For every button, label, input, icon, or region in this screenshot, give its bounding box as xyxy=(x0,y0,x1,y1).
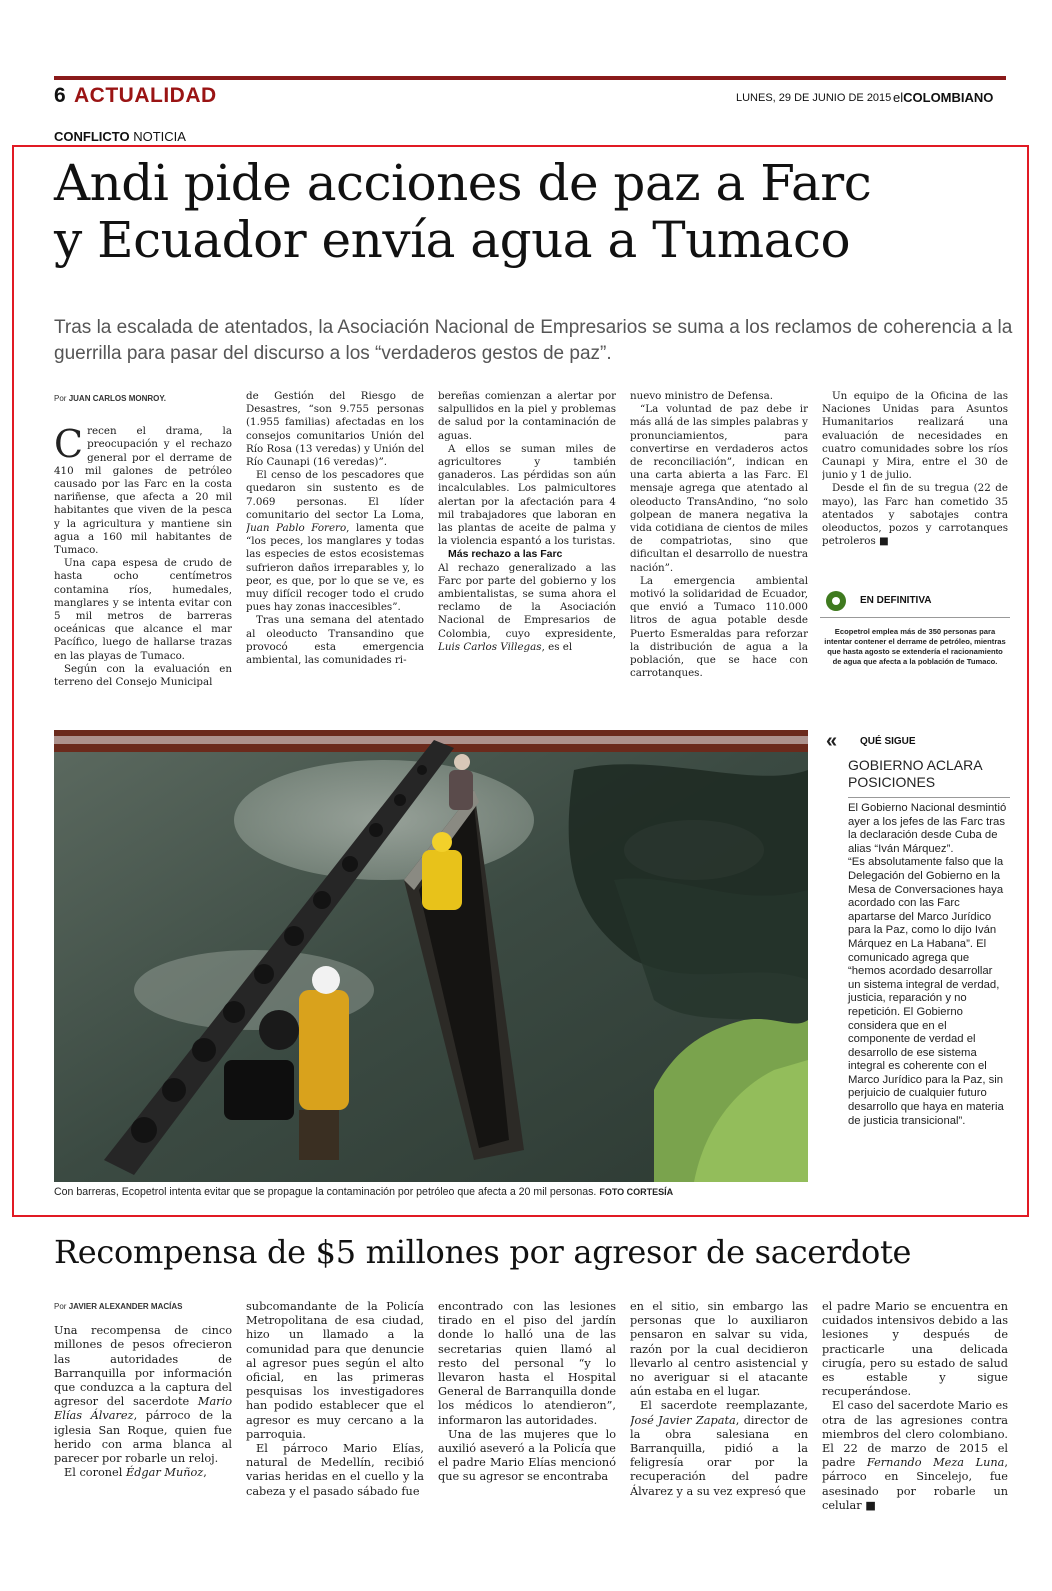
section-name: ACTUALIDAD xyxy=(74,84,217,107)
paragraph: El caso del sacerdote Mario es otra de las agresiones contra miembros del clero colombiano. El 22 de marzo de 2015 el padre Fernando Meza Luna, párroco en Sincelejo, fue asesinado por robarle un celular ■ xyxy=(822,1399,1008,1512)
paragraph: A ellos se suman miles de agricultores y también ganaderos. Las pérdidas son aún incalculables. Los palmicultores alertan por la afectación para 4 mil trabajadores que laboran en las plantas de aceite de palma y la violencia espantó a los turistas. xyxy=(438,442,616,548)
drop-cap: C xyxy=(54,422,84,467)
paragraph: El censo de los pescadores que quedaron sin sustento es de 7.069 personas. El líder comunitario del sector La Loma, Juan Pablo Forero, lamenta que “los peces, los manglares y todas las especies de estos ecosistemas sufrieron daños irreparables y, lo peor, es que, por lo que se ve, es muy difícil recoger todo el crudo pues hay zonas inaccesibles”. xyxy=(246,469,424,614)
paragraph: el padre Mario se encuentra en cuidados intensivos debido a las lesiones y después de practicarle una delicada cirugía, pero su estado de salud es estable y sigue recuperándose. xyxy=(822,1300,1008,1399)
article2-column-4 xyxy=(630,1300,808,1540)
photo-credit: FOTO CORTESÍA xyxy=(599,1187,674,1197)
divider xyxy=(820,617,1010,618)
brand-prefix: el xyxy=(893,90,904,105)
masthead-rule xyxy=(54,76,1006,80)
article1-column-5 xyxy=(822,390,1008,580)
page-number: 6 xyxy=(54,84,66,107)
brand-name: COLOMBIANO xyxy=(903,90,994,105)
sidebar-definitiva-text: Ecopetrol emplea más de 350 personas para intentar contener el derrame de petróleo, mientras que hasta agosto se extendería el racionamiento de agua que afecta a la población de Tumaco. xyxy=(824,627,1006,666)
paragraph: de Gestión del Riesgo de Desastres, “son 9.755 personas (1.955 familias) afectadas en los consejos comunitarios Unión del Río Rosa (13 veredas) y Unión del Río Caunapi (16 veredas)”. xyxy=(246,390,424,469)
paragraph: El sacerdote reemplazante, José Javier Zapata, director de la obra salesiana en Barranquilla, pidió a la feligresía orar por la recuperación del padre Álvarez y a su vez expresó que xyxy=(630,1399,808,1498)
article2-column-1 xyxy=(54,1300,232,1540)
photo-caption: Con barreras, Ecopetrol intenta evitar que se propague la contaminación por petróleo que afecta a 20 mil personas. FOTO CORTESÍA xyxy=(54,1186,674,1198)
paragraph: “Es absolutamente falso que la Delegación del Gobierno en la Mesa de Conversaciones haya acordado con las Farc apartarse del Marco Jurídico para la Paz, como lo dijo Iván Márquez en La Habana”. El comunicado agrega que “hemos acordado desarrollar un sistema integral de verdad, justicia, reparación y no repetición. El Gobierno considera que en el componente de verdad el desarrollo de ese sistema integral es coherente con el Marco Jurídico para la Paz, sin perjuicio de cualquier futuro desarrollo que haya en materia de justicia transicional”. xyxy=(848,856,1004,1127)
article-deck: Tras la escalada de atentados, la Asociación Nacional de Empresarios se suma a los reclamos de coherencia a la guerrilla para pasar del discurso a los “verdaderos gestos de paz”. xyxy=(54,317,1013,364)
paragraph: Desde el fin de su tregua (22 de mayo), las Farc han cometido 35 atentados y sabotajes contra oleoductos, pozos y carrotanques petroleros ■ xyxy=(822,482,1008,548)
article1-byline: Por JUAN CARLOS MONROY. xyxy=(54,394,167,403)
article2-column-5 xyxy=(822,1300,1008,1540)
paragraph: El coronel Édgar Muñoz, xyxy=(64,1466,207,1480)
paragraph: Tras una semana del atentado al oleoducto Transandino que provocó esta emergencia ambiental, las comunidades ri- xyxy=(246,614,424,667)
paragraph: en el sitio, sin embargo las personas que lo auxiliaron pensaron en salvar su vida, razón por la cual decidieron llevarlo al centro asistencial y no averiguar si el atacante aún estaba en el lugar. xyxy=(630,1300,808,1399)
sidebar-definitiva-title: EN DEFINITIVA xyxy=(860,595,932,606)
author-name: JAVIER ALEXANDER MACÍAS xyxy=(68,1302,183,1311)
paragraph: Una recompensa de cinco millones de pesos ofrecieron las autoridades de Barranquilla por información que conduzca a la captura del agresor del sacerdote Mario Elías Álvarez, párroco de la iglesia San Roque, quien fue herido con arma blanca al parecer por robarle un reloj. xyxy=(54,1324,232,1466)
article2-column-2 xyxy=(246,1300,424,1540)
main-headline xyxy=(54,155,1014,269)
double-chevron-left-icon: « xyxy=(826,730,838,752)
article1-column-4 xyxy=(630,390,808,708)
article-photo xyxy=(54,730,808,1182)
headline-line-1: Andi pide acciones de paz a Farc xyxy=(54,154,872,212)
paragraph: Una de las mujeres que lo auxilió aseveró a la Policía que el padre Mario Elías mencionó que su agresor se encontraba xyxy=(438,1427,616,1484)
person-name: Édgar Muñoz xyxy=(125,1466,204,1480)
paragraph: El párroco Mario Elías, natural de Medellín, recibió varias heridas en el cuello y la cabeza y el pasado sábado fue xyxy=(246,1442,424,1498)
paragraph: Una capa espesa de crudo de hasta ocho centímetros contamina ríos, humedales, manglares y se intenta evitar con 5 mil metros de barreras oceánicas que alcance el mar Pacífico, luego de hallarse trazas en las playas de Tumaco. xyxy=(54,557,232,662)
paragraph: bereñas comienzan a alertar por salpullidos en la piel y problemas de salud por la contaminación de aguas. xyxy=(438,390,616,442)
sidebar-que-sigue-body xyxy=(848,802,1008,1128)
divider xyxy=(848,797,1010,798)
sidebar-que-sigue-heading: GOBIERNO ACLARA POSICIONES xyxy=(848,757,982,790)
paragraph: “La voluntad de paz debe ir más allá de las simples palabras y pronunciamientos, para convertirse en verdaderos actos de reconciliación”, indican en una carta abierta a las Farc. El mensaje agrega que atentado al oleoducto TransAndino, “no solo golpean de manera negativa la vida cotidiana de cientos de miles de compatriotas, sino que dificultan el desarrollo de nuestra nación”. xyxy=(630,403,808,574)
person-name: Luis Carlos Villegas xyxy=(438,640,542,653)
article1-column-3 xyxy=(438,390,616,708)
person-name: Juan Pablo Forero xyxy=(246,522,347,535)
second-headline: Recompensa de $5 millones por agresor de sacerdote xyxy=(54,1233,912,1271)
person-name: Fernando Meza Luna xyxy=(866,1456,1005,1470)
paragraph: Según con la evaluación en terreno del Consejo Municipal xyxy=(54,662,232,689)
paragraph: subcomandante de la Policía Metropolitana de esa ciudad, hizo un llamado a la comunidad para que denuncie al agresor pues según el alto oficial, en las primeras pesquisas los investigadores han podido establecer que el agresor es muy cercano a la parroquia. xyxy=(246,1300,424,1441)
person-name: José Javier Zapata xyxy=(630,1413,736,1427)
target-icon xyxy=(826,591,846,611)
oil-spill-photo-illustration xyxy=(54,730,808,1182)
kicker-category: CONFLICTO xyxy=(54,129,130,144)
paragraph: nuevo ministro de Defensa. xyxy=(630,390,773,402)
newspaper-brand xyxy=(893,90,993,105)
paragraph: encontrado con las lesiones tirado en el piso del jardín donde lo halló una de las secretarias quien llamó al resto del personal “y lo llevaron hasta el Hospital General de Barranquilla donde los médicos lo atendieron”, informaron las autoridades. xyxy=(438,1300,616,1427)
person-name: Mario Elías Álvarez xyxy=(54,1395,232,1423)
article-kicker xyxy=(54,129,186,144)
kicker-type: NOTICIA xyxy=(133,129,186,144)
article2-column-3 xyxy=(438,1300,616,1540)
issue-date: LUNES, 29 DE JUNIO DE 2015 xyxy=(736,92,892,104)
paragraph: Al rechazo generalizado a las Farc por parte del gobierno y los ambientalistas, se suma ahora el reclamo de la Asociación Nacional de Empresarios de Colombia, cuyo expresidente, Luis Carlos Villegas, es el xyxy=(438,561,616,653)
paragraph: Crecen el drama, la preocupación y el rechazo general por el derrame de 410 mil galones de petróleo causado por las Farc en la costa nariñense, que afecta a 20 mil habitantes que viven de la pesca y la agricultura y mantiene sin agua a 160 mil habitantes de Tumaco. xyxy=(54,422,232,557)
sidebar-que-sigue-title: QUÉ SIGUE xyxy=(860,736,916,747)
paragraph: Un equipo de la Oficina de las Naciones Unidas para Asuntos Humanitarios realizará una evaluación de necesidades en cuatro comunidades sobre los ríos Caunapi y Mira, entre el 30 de junio y 1 de julio. xyxy=(822,390,1008,482)
headline-line-2: y Ecuador envía agua a Tumaco xyxy=(54,211,851,269)
article1-column-2 xyxy=(246,390,424,708)
author-name: JUAN CARLOS MONROY. xyxy=(68,394,167,403)
article1-subhead: Más rechazo a las Farc xyxy=(448,548,563,561)
article2-byline: Por JAVIER ALEXANDER MACÍAS xyxy=(54,1302,183,1311)
paragraph: El Gobierno Nacional desmintió ayer a los jefes de las Farc tras la declaración desde Cuba de alias “Iván Márquez”. xyxy=(848,802,1007,855)
paragraph: La emergencia ambiental motivó la solidaridad de Ecuador, que envió a Tumaco 110.000 litros de agua potable desde Puerto Esmeraldas para reforzar la distribución de agua a la población, que se hace con carrotanques. xyxy=(630,574,808,680)
article1-column-1 xyxy=(54,392,232,707)
